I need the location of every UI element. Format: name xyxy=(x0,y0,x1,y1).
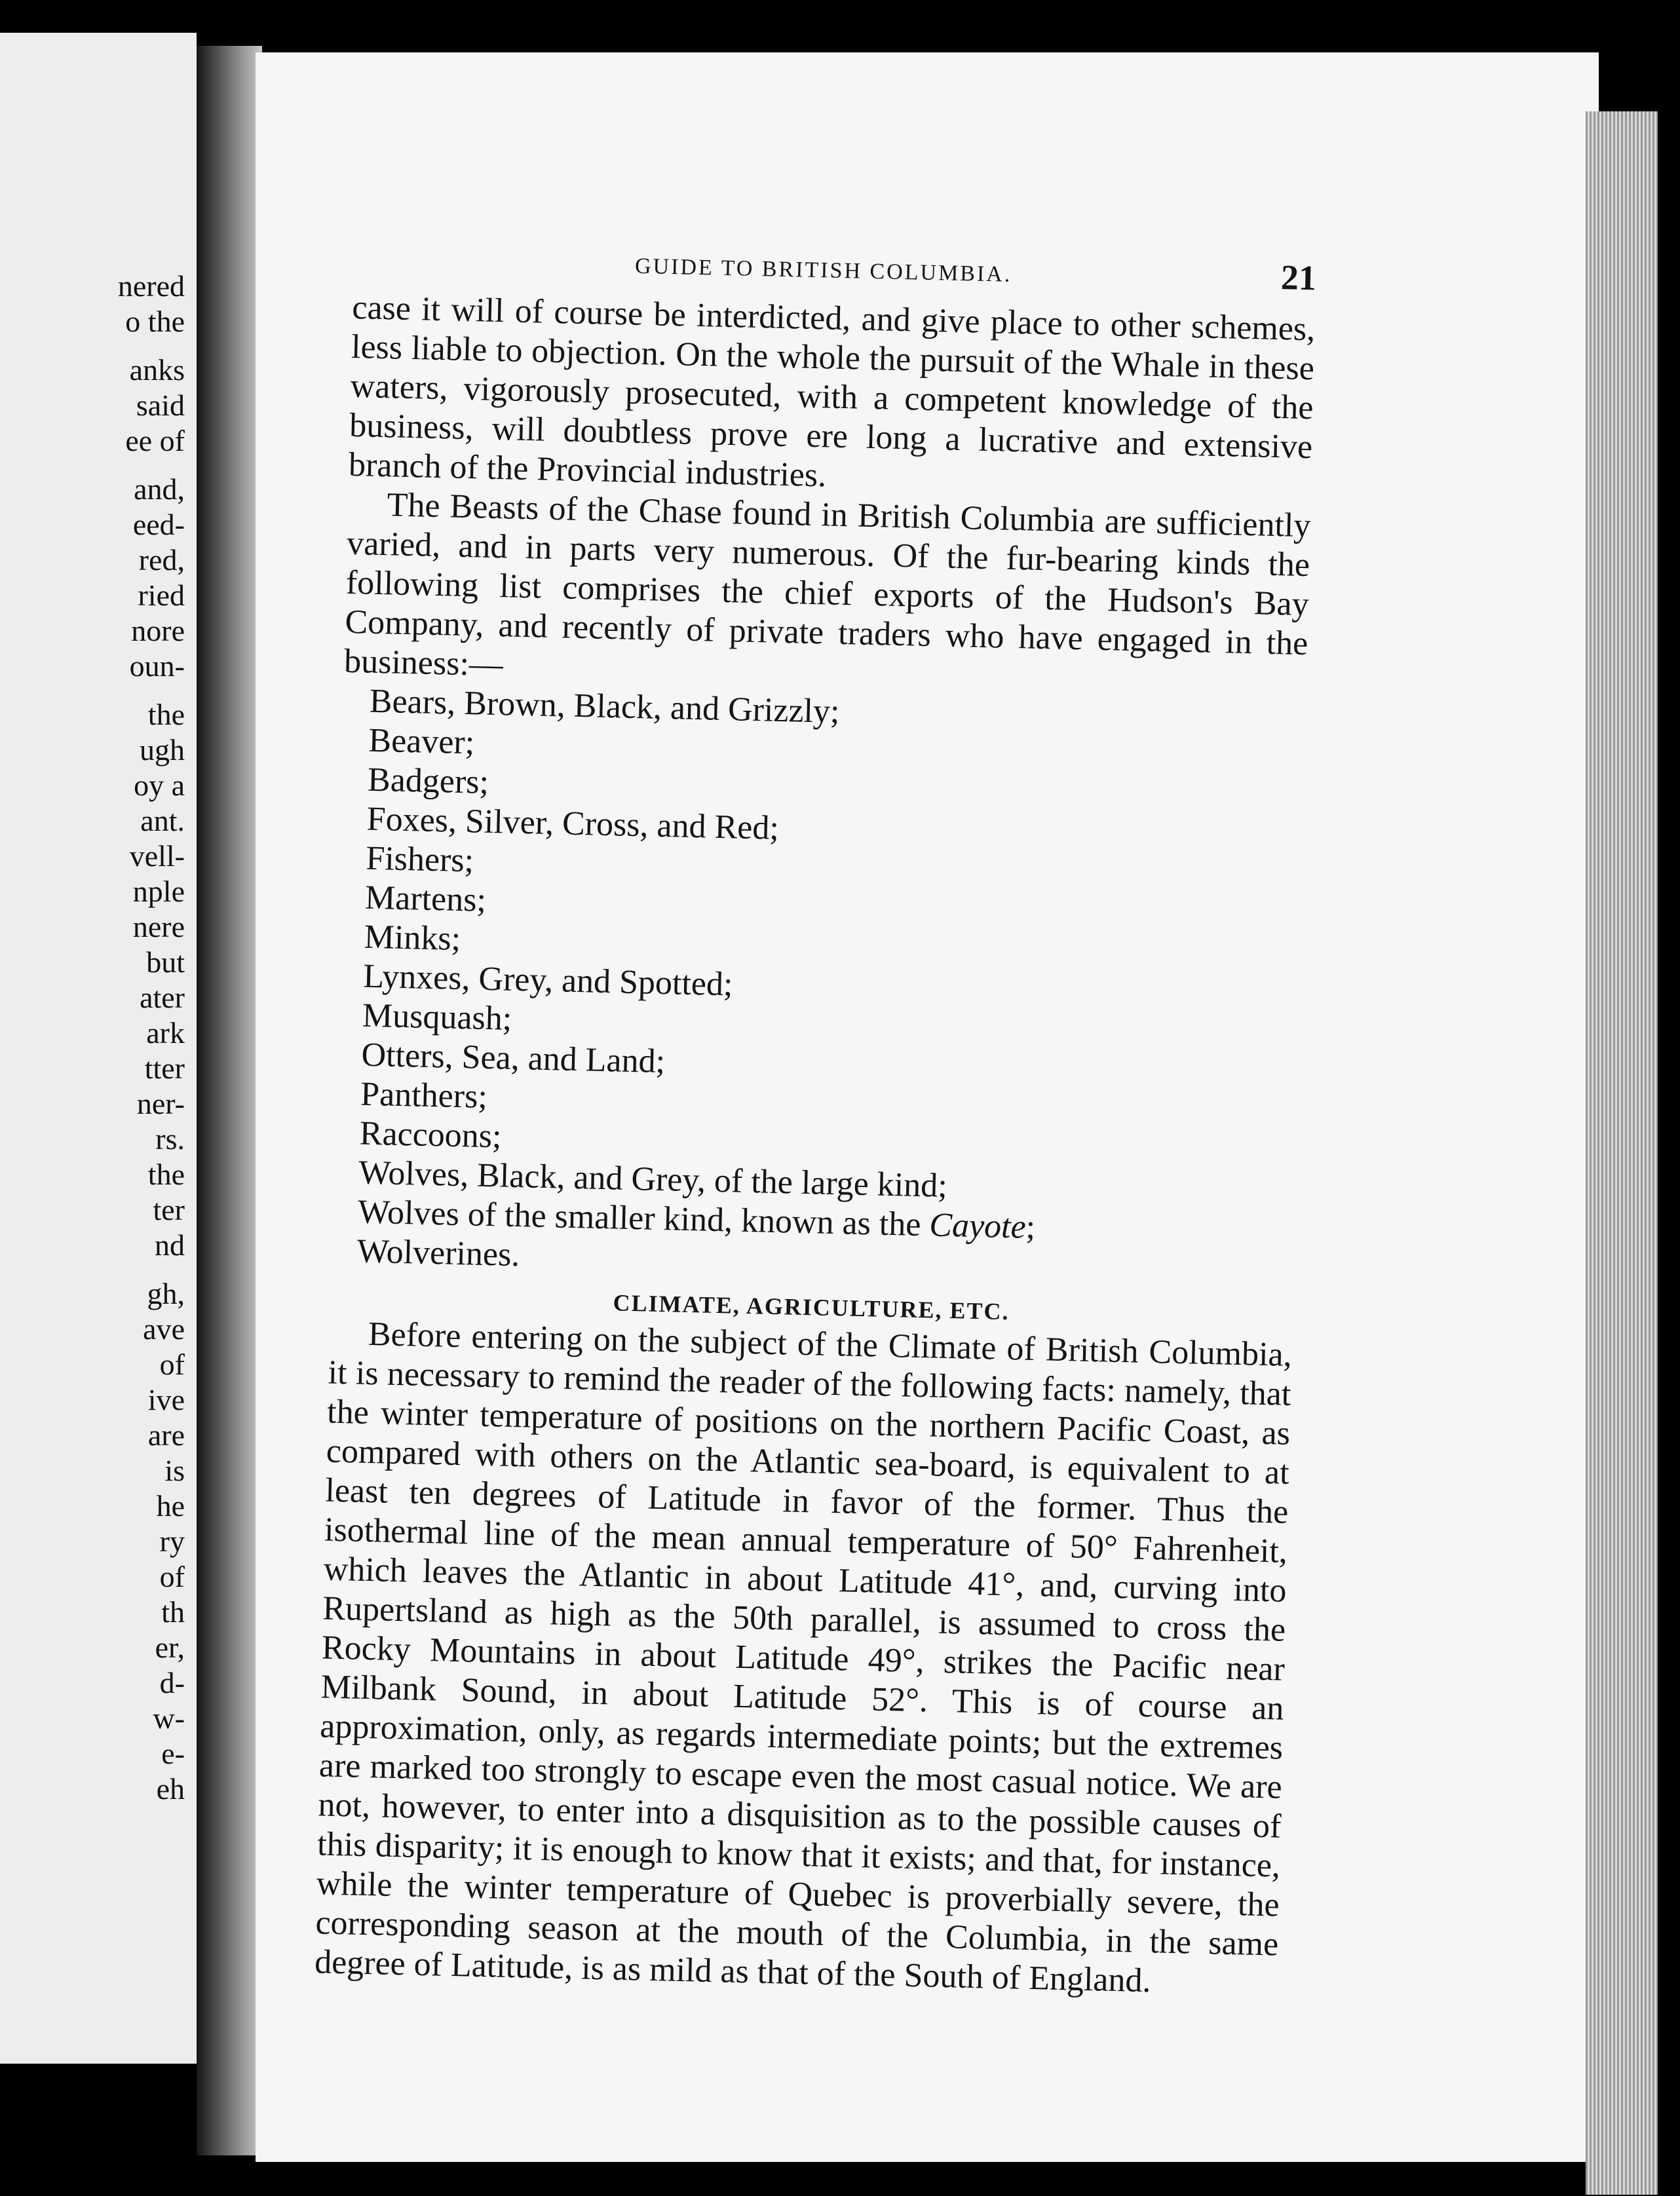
left-page-fragment: tter xyxy=(144,1051,185,1085)
left-page-fragment: ark xyxy=(146,1016,185,1050)
left-page-fragment: of xyxy=(159,1560,185,1593)
left-page-fragment: rs. xyxy=(155,1122,185,1156)
list-item: Fishers; xyxy=(365,839,474,880)
left-page-fragment: are xyxy=(147,1418,185,1452)
left-page-fragment: ner- xyxy=(136,1087,185,1120)
list-item: Raccoons; xyxy=(359,1114,503,1156)
list-item: Lynxes, Grey, and Spotted; xyxy=(362,957,734,1004)
list-item: Bears, Brown, Black, and Grizzly; xyxy=(369,682,841,731)
left-page xyxy=(0,33,197,2064)
left-page-fragment: er, xyxy=(155,1631,185,1664)
list-item: Otters, Sea, and Land; xyxy=(360,1036,666,1081)
list-item: Beaver; xyxy=(368,721,475,762)
left-page-fragment: e- xyxy=(161,1737,185,1770)
list-item: Badgers; xyxy=(367,761,489,801)
left-page-fragment: w- xyxy=(153,1701,185,1735)
page-edges xyxy=(1586,111,1658,2195)
list-item: Panthers; xyxy=(360,1075,488,1116)
page-content xyxy=(315,236,1317,2004)
left-page-fragment: nd xyxy=(155,1228,185,1262)
paragraph-beasts: The Beasts of the Chase found in British Columbia are sufficiently varied, and in parts very numerous. Of the fur-bearing kinds the following list comprises the chief exports of the Hudson's Bay Company, and recently of private traders who have engaged in the business:— xyxy=(343,486,1311,684)
left-page-fragment: red, xyxy=(138,543,185,577)
left-page-fragment: gh, xyxy=(147,1277,185,1310)
left-page-fragment: but xyxy=(146,945,185,979)
left-page-fragment: nere xyxy=(132,910,185,943)
list-item: Wolves, Black, and Grey, of the large kind; xyxy=(358,1154,948,1205)
left-page-fragment: ive xyxy=(147,1383,185,1416)
left-page-fragment: is xyxy=(164,1454,185,1487)
left-page-fragment: ter xyxy=(153,1193,185,1226)
book-gutter xyxy=(197,46,262,2155)
left-page-fragment: nore xyxy=(131,614,185,647)
left-page-fragment: o the xyxy=(125,305,185,338)
section-heading: CLIMATE, AGRICULTURE, ETC. xyxy=(613,1289,1010,1325)
left-page-fragment: ried xyxy=(138,578,185,612)
left-page-fragment: the xyxy=(147,1158,185,1191)
list-item: Martens; xyxy=(364,879,487,919)
left-page-fragment: ant. xyxy=(140,804,185,837)
left-page-fragment: eed- xyxy=(132,508,185,541)
list-item: Musquash; xyxy=(362,996,512,1038)
left-page-fragment: anks xyxy=(129,353,185,387)
cayote-italic: Cayote xyxy=(928,1206,1027,1246)
left-page-fragment: oy a xyxy=(134,768,185,802)
left-page-fragment: he xyxy=(156,1489,185,1523)
left-page-fragment: ater xyxy=(140,981,185,1014)
page-number: 21 xyxy=(1280,257,1317,298)
cayote-suffix: ; xyxy=(1025,1208,1036,1246)
left-page-fragment: ee of xyxy=(125,424,185,457)
running-title: GUIDE TO BRITISH COLUMBIA. xyxy=(634,254,1012,287)
list-item: Wolverines. xyxy=(356,1232,520,1274)
fur-list xyxy=(330,681,1307,1293)
paragraph-climate: Before entering on the subject of the Climate of British Columbia, it is necessary to remind the reader of the following facts: namely, that the winter temperature of positions on the northern Pacific Coast, as compared with others on the Atlantic sea-board, is equivalent to at least ten degrees of Latitude in favor of the former. Thus the isothermal line of the mean annual temperature of 50° Fahrenheit, which leaves the Atlantic in about Latitude 41°, and, curving into Rupertsland as high as the 50th parallel, is assumed to cross the Rocky Mountains in about Latitude 49°, strikes the Pacific near Milbank Sound, in about Latitude 52°. This is of course an approximation, only, as regards intermediate points; but the extremes are marked too strongly to escape even the most casual notice. We are not, however, to enter into a disquisition as to the possible causes of this disparity; it is enough to know that it exists; and that, for instance, while the winter temperature of Quebec is proverbially severe, the corresponding season at the mouth of the Columbia, in the same degree of Latitude, is as mild as that of the South of England. xyxy=(314,1315,1293,2000)
left-page-fragment: oun- xyxy=(129,649,185,683)
left-page-fragment: ry xyxy=(159,1524,185,1558)
left-page-fragment: ugh xyxy=(140,733,185,767)
left-page-fragment: ave xyxy=(143,1312,185,1346)
list-item: Foxes, Silver, Cross, and Red; xyxy=(366,800,780,847)
left-page-fragment: d- xyxy=(159,1666,185,1699)
left-page-fragment: eh xyxy=(156,1772,185,1806)
left-page-fragment: the xyxy=(147,698,185,731)
left-page-fragment: nered xyxy=(117,269,185,303)
paragraph-whale: case it will of course be interdicted, and give place to other schemes, less liable to objection. On the whole the pursuit of the Whale in these waters, vigorously prosecuted, with a competent knowledge of the business, will doubtless prove ere long a lucrative and extensive branch of the Provincial industries. xyxy=(348,288,1316,495)
left-page-fragment: nple xyxy=(132,875,185,908)
left-page-fragment: and, xyxy=(134,472,185,506)
left-page-fragment: vell- xyxy=(129,839,185,873)
list-item: Minks; xyxy=(364,918,461,958)
left-page-fragment: said xyxy=(136,388,185,422)
left-page-fragment: of xyxy=(159,1348,185,1381)
left-page-fragment: th xyxy=(161,1595,185,1629)
cayote-prefix: Wolves of the smaller kind, known as the xyxy=(357,1193,930,1244)
